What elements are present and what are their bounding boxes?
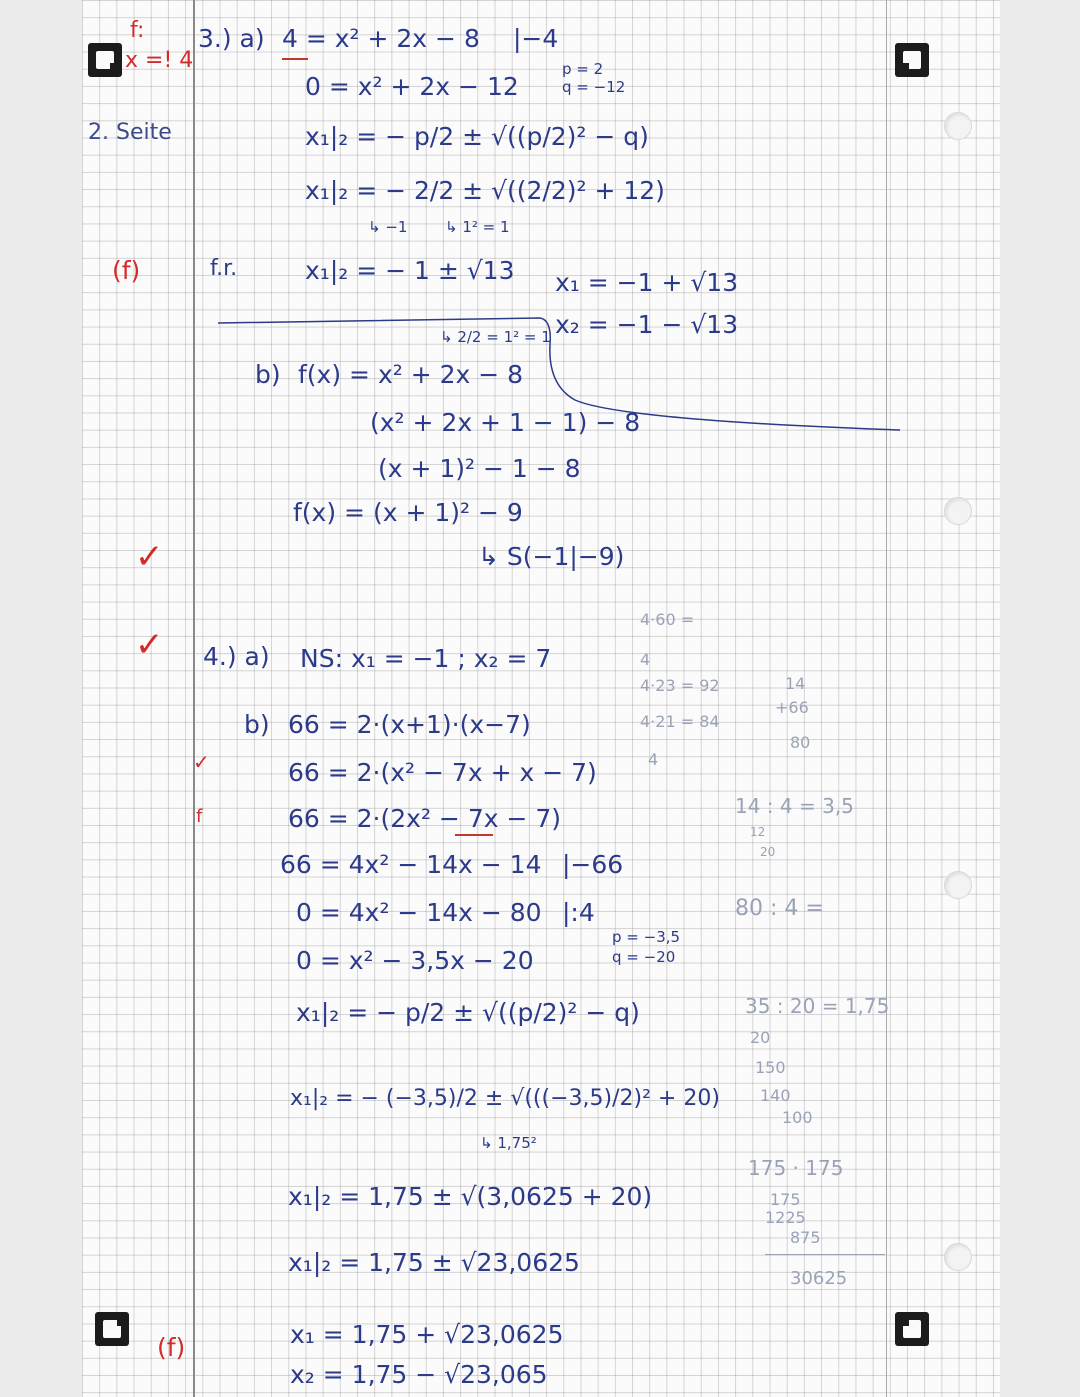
- side-calc-mult: 875: [790, 1228, 821, 1247]
- task4-label: 4.) a): [203, 642, 270, 671]
- margin-note-f-small: f: [196, 806, 203, 827]
- task4-pq: p = −3,5: [612, 928, 681, 946]
- task4-b-line: x₁ = 1,75 + √23,0625: [290, 1320, 564, 1349]
- side-calc: 4: [648, 750, 659, 769]
- side-calc-mult: 175 · 175: [748, 1156, 844, 1180]
- task3-hint: ↳ −1: [368, 218, 408, 236]
- side-calc-div: 140: [760, 1086, 791, 1105]
- task3-side-op: |−4: [513, 24, 559, 53]
- task3-b-line: (x² + 2x + 1 − 1) − 8: [370, 408, 641, 437]
- task3-label: 3.) a): [198, 24, 265, 53]
- task4-hint: ↳ 1,75²: [480, 1134, 537, 1152]
- task4-a-line: NS: x₁ = −1 ; x₂ = 7: [300, 644, 552, 673]
- task4-side-op: |−66: [562, 850, 624, 879]
- margin-note-f2: (f): [157, 1333, 186, 1362]
- task3-pq: p = 2: [562, 60, 604, 78]
- task4-b-line: x₂ = 1,75 − √23,065: [290, 1360, 548, 1389]
- task3-line: x₁|₂ = − 1 ± √13: [305, 256, 515, 285]
- check-mark: ✓: [135, 625, 164, 665]
- check-mark: ✓: [135, 537, 164, 577]
- task4-b-label: b): [244, 710, 270, 739]
- side-calc-mult: 30625: [790, 1268, 848, 1289]
- task3-pq: q = −12: [562, 78, 626, 96]
- task4-b-line: 66 = 4x² − 14x − 14: [280, 850, 542, 879]
- side-calc: 4·21 = 84: [640, 712, 720, 731]
- side-calc-div: 150: [755, 1058, 786, 1077]
- margin-note-f: f:: [130, 18, 145, 43]
- task4-b-line: x₁|₂ = 1,75 ± √23,0625: [288, 1248, 580, 1277]
- calc-line: [765, 1254, 885, 1255]
- side-calc-mult: 175: [770, 1190, 801, 1209]
- task3-b-hint: ↳ 2/2 = 1² = 1: [440, 328, 551, 346]
- task4-side-op: |:4: [562, 898, 595, 927]
- task4-b-line: x₁|₂ = 1,75 ± √(3,0625 + 20): [288, 1182, 653, 1211]
- side-calc-div: 12: [750, 825, 766, 839]
- task3-line: x₂ = −1 − √13: [555, 310, 739, 339]
- task3-b-line: ↳ S(−1|−9): [478, 542, 625, 571]
- task4-b-line: 66 = 2·(x² − 7x + x − 7): [288, 758, 597, 787]
- task3-fr: f.r.: [210, 256, 238, 281]
- side-calc-sum: 80: [790, 733, 811, 752]
- margin-note-x: x =! 4: [125, 48, 194, 73]
- task3-b-label: b): [255, 360, 281, 389]
- task3-line: 4 = x² + 2x − 8: [282, 24, 480, 53]
- task4-b-line: x₁|₂ = − p/2 ± √((p/2)² − q): [296, 998, 640, 1027]
- task4-b-line: 0 = 4x² − 14x − 80: [296, 898, 542, 927]
- side-calc: 4·60 =: [640, 610, 695, 629]
- task3-b-line: f(x) = x² + 2x − 8: [298, 360, 524, 389]
- side-calc-div: 20: [750, 1028, 771, 1047]
- task4-b-line: 66 = 2·(2x² − 7x − 7): [288, 804, 562, 833]
- task4-b-line: 66 = 2·(x+1)·(x−7): [288, 710, 531, 739]
- side-calc-div: 20: [760, 845, 776, 859]
- task3-line: 0 = x² + 2x − 12: [305, 72, 519, 101]
- task3-line: x₁|₂ = − 2/2 ± √((2/2)² + 12): [305, 176, 665, 205]
- task3-b-line: f(x) = (x + 1)² − 9: [293, 498, 523, 527]
- underline-red: [455, 834, 493, 836]
- margin-note-f1: (f): [112, 256, 141, 285]
- task4-b-line: x₁|₂ = − (−3,5)/2 ± √(((−3,5)/2)² + 20): [290, 1086, 720, 1111]
- task4-pq: q = −20: [612, 948, 676, 966]
- check-mark-small: ✓: [193, 750, 210, 774]
- side-calc-div: 35 : 20 = 1,75: [745, 994, 890, 1018]
- task3-b-line: (x + 1)² − 1 − 8: [378, 454, 581, 483]
- side-calc-mult: 1225: [765, 1208, 806, 1227]
- side-calc-sum: 14: [785, 674, 806, 693]
- side-calc-div: 100: [782, 1108, 813, 1127]
- side-calc-sum: +66: [775, 698, 809, 717]
- task4-b-line: 0 = x² − 3,5x − 20: [296, 946, 534, 975]
- page-label: 2. Seite: [88, 120, 172, 145]
- side-calc-div: 80 : 4 =: [735, 896, 824, 921]
- side-calc-div: 14 : 4 = 3,5: [735, 794, 854, 818]
- task3-hint: ↳ 1² = 1: [445, 218, 510, 236]
- task3-line: x₁|₂ = − p/2 ± √((p/2)² − q): [305, 122, 649, 151]
- side-calc: 4·23 = 92: [640, 676, 720, 695]
- side-calc: 4: [640, 650, 651, 669]
- task3-line: x₁ = −1 + √13: [555, 268, 739, 297]
